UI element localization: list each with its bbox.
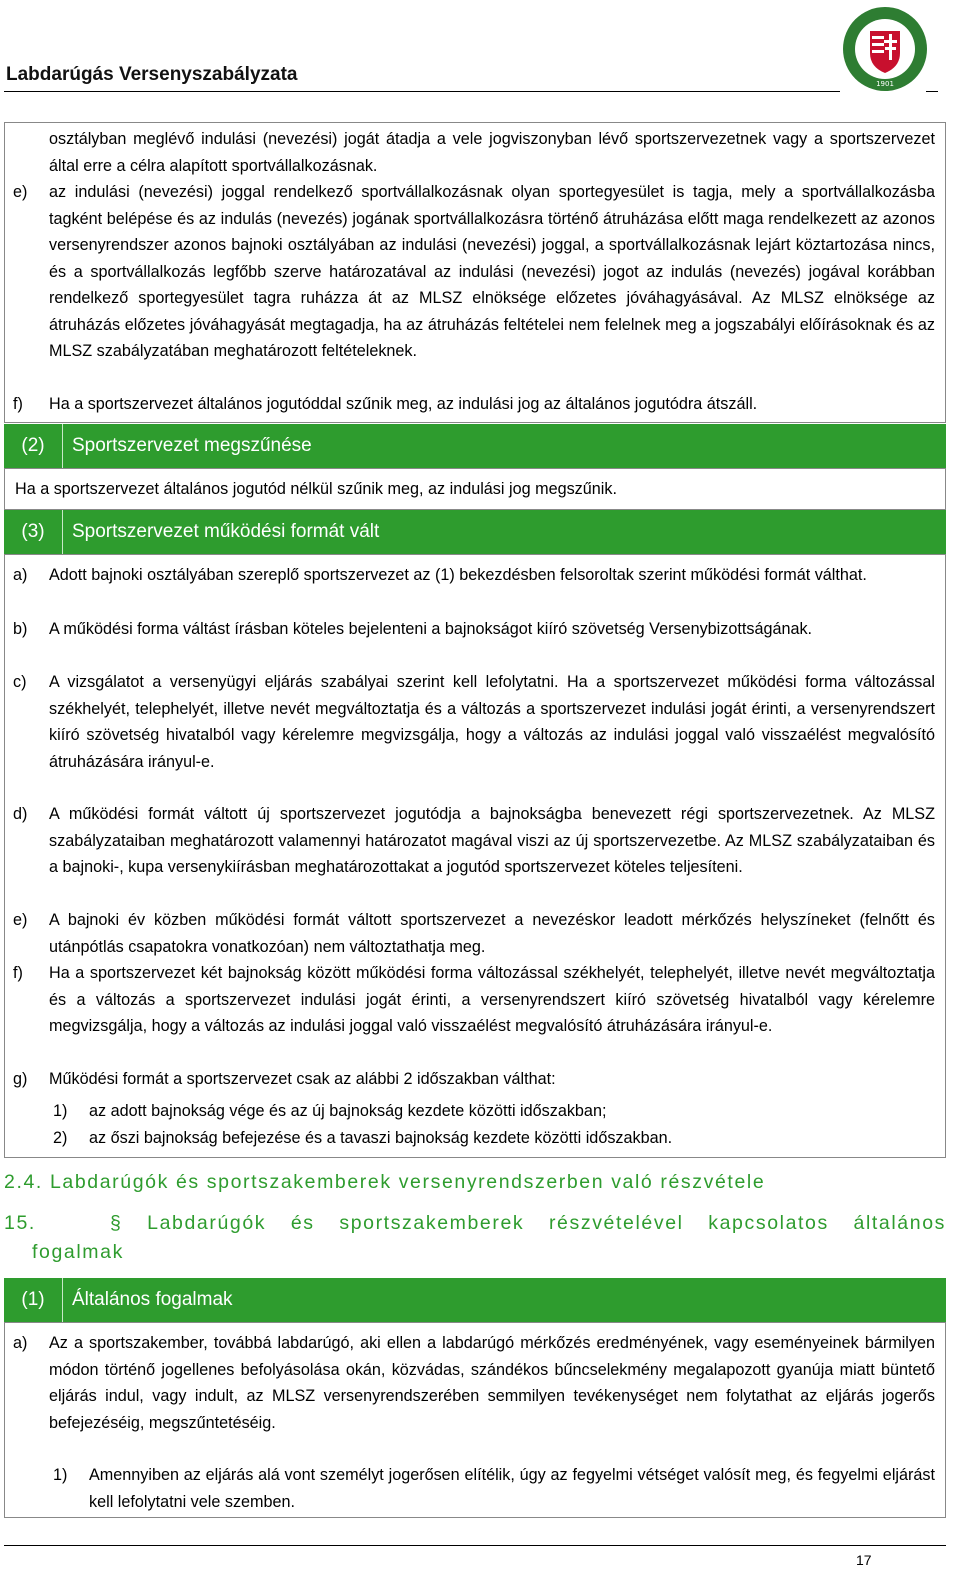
section-header-1	[4, 1278, 946, 1322]
item-text: az őszi bajnokság befejezése és a tavaszi bajnokság kezdete közötti időszakban.	[89, 1129, 673, 1147]
item-label: d)	[13, 805, 28, 823]
item-label: e)	[13, 183, 28, 201]
item-text: A bajnoki év közben működési formát váltott sportszervezet a nevezéskor leadott mérkőzés helyszíneket (felnőtt és utánpótlás csapatokra vonatkozóan) nem változtathatja meg.	[49, 911, 935, 956]
section-body-1	[4, 1322, 946, 1518]
item-label: 2)	[53, 1129, 68, 1147]
svg-text:1901: 1901	[876, 80, 894, 88]
item-text: az adott bajnokság vége és az új bajnokság kezdete közötti időszakban;	[89, 1102, 607, 1120]
section-number: (1)	[4, 1278, 63, 1322]
item-text: A vizsgálatot a versenyügyi eljárás szabályai szerint kell lefolytatni. Ha a sportszervezet működési forma változással székhelyét, telephelyét, illetve nevét megváltoztatja és a változás a sportszervezet indulási jogát érinti, a versenyrendszert kiíró szövetség hivatalból vagy kérelemre megvizsgálja, hogy a változás az indulási joggal való visszaélést megvalósító átruházására irányul-e.	[49, 673, 935, 771]
section-number: (3)	[4, 510, 63, 554]
item-text: Működési formát a sportszervezet csak az alábbi 2 időszakban válthat:	[49, 1070, 556, 1088]
item-label: f)	[13, 964, 23, 982]
item-label: f)	[13, 395, 23, 413]
section-continuation	[4, 122, 946, 423]
item-text: Amennyiben az eljárás alá vont személyt jogerősen elítélik, úgy az fegyelmi vétséget valósít meg, és fegyelmi eljárást kell lefolytatni vele szemben.	[89, 1466, 935, 1511]
section-title: Sportszervezet megszűnése	[72, 435, 312, 456]
item-text: Adott bajnoki osztályában szereplő sportszervezet az (1) bekezdésben felsoroltak szerint működési formát válthat.	[49, 566, 867, 584]
heading-2-4: 2.4. Labdarúgók és sportszakemberek versenyrendszerben való részvétele	[4, 1171, 766, 1193]
heading-15-line1: 15. § Labdarúgók és sportszakemberek részvételével kapcsolatos általános	[4, 1212, 946, 1234]
item-label: e)	[13, 911, 28, 929]
section-header-3	[4, 510, 946, 554]
section-header-2	[4, 424, 946, 468]
heading-15-line2: fogalmak	[32, 1241, 124, 1263]
mlsz-logo-icon	[842, 6, 928, 92]
section-number: (2)	[4, 424, 63, 468]
item-text: A működési formát váltott új sportszervezet jogutódja a bajnokságba benevezett régi sportszervezetnek. Az MLSZ szabályzataiban meghatározott valamennyi határozatot magával viszi az új sportszervezetbe. Az MLSZ szabályzataiban és a bajnoki-, kupa versenykiírásban meghatározottakat a jogutód sportszervezet köteles teljesíteni.	[49, 805, 935, 876]
page-number: 17	[856, 1552, 872, 1568]
page-title: Labdarúgás Versenyszabályzata	[6, 64, 298, 85]
item-text: Ha a sportszervezet általános jogutóddal szűnik meg, az indulási jog az általános jogutódra átszáll.	[49, 395, 758, 413]
header-rule	[4, 91, 840, 92]
item-label: 1)	[53, 1466, 68, 1484]
item-label: a)	[13, 1334, 28, 1352]
section-title: Sportszervezet működési formát vált	[72, 521, 380, 542]
section-body-3	[4, 554, 946, 1158]
item-text: az indulási (nevezési) joggal rendelkező sportvállalkozásnak olyan sportegyesület is tagja, mely a sportvállalkozásba tagként belépése és az indulás (nevezés) jogának sportvállalkozásra történő átruházása előtt maga rendelkezett az azonos versenyrendszer azonos bajnoki osztályában az indulási (nevezési) joggal, a sportvállalkozásnak lejárt köztartozása nincs, és a sportvállalkozás legfőbb szerve határozatával az indulási (nevezési) jogot az indulás (nevezés) jogával korábban rendelkező sportegyesület tagra ruházza át az MLSZ elnöksége előzetes jóváhagyásával. Az MLSZ elnöksége az átruházás előzetes jóváhagyását megtagadja, ha az átruházás feltételei nem felelnek meg a jogszabályi előírásoknak és az MLSZ szabályzatában meghatározott feltételeknek.	[49, 183, 935, 360]
item-label: a)	[13, 566, 28, 584]
item-text: Ha a sportszervezet két bajnokság között működési forma változással székhelyét, telephelyét, illetve nevét megváltoztatja és a változás a sportszervezet indulási jogát érinti, a versenyrendszert kiíró szövetség hivatalból vagy kérelemre megvizsgálja, hogy a változás az indulási joggal való visszaélést megvalósító átruházására irányul-e.	[49, 964, 935, 1035]
section-text: Ha a sportszervezet általános jogutód nélkül szűnik meg, az indulási jog megszűnik.	[15, 480, 617, 498]
item-text: Az a sportszakember, továbbá labdarúgó, aki ellen a labdarúgó mérkőzés eredményének, vagy eseményeinek bármilyen módon történő jogellenes befolyásolása okán, közvádas, szándékos bűncselekmény megalapozott gyanúja miatt büntető eljárás indul, vagy indult, az MLSZ versenyrendszerében semmilyen tevékenységet nem folytathat az eljárás jogerős befejezéséig, megszűntetéséig.	[49, 1334, 935, 1432]
item-label: b)	[13, 620, 28, 638]
section-title: Általános fogalmak	[72, 1289, 233, 1310]
item-text: A működési forma váltást írásban köteles bejelenteni a bajnokságot kiíró szövetség Versenybizottságának.	[49, 620, 813, 638]
section-body-2	[4, 468, 946, 510]
footer-rule	[4, 1545, 946, 1546]
item-label: 1)	[53, 1102, 68, 1120]
item-label: g)	[13, 1070, 28, 1088]
item-label: c)	[13, 673, 27, 691]
continuation-text: osztályban meglévő indulási (nevezési) jogát átadja a vele jogviszonyban lévő sportszervezetnek vagy a sportszervezet által erre a célra alapított sportvállalkozásnak.	[49, 130, 935, 175]
